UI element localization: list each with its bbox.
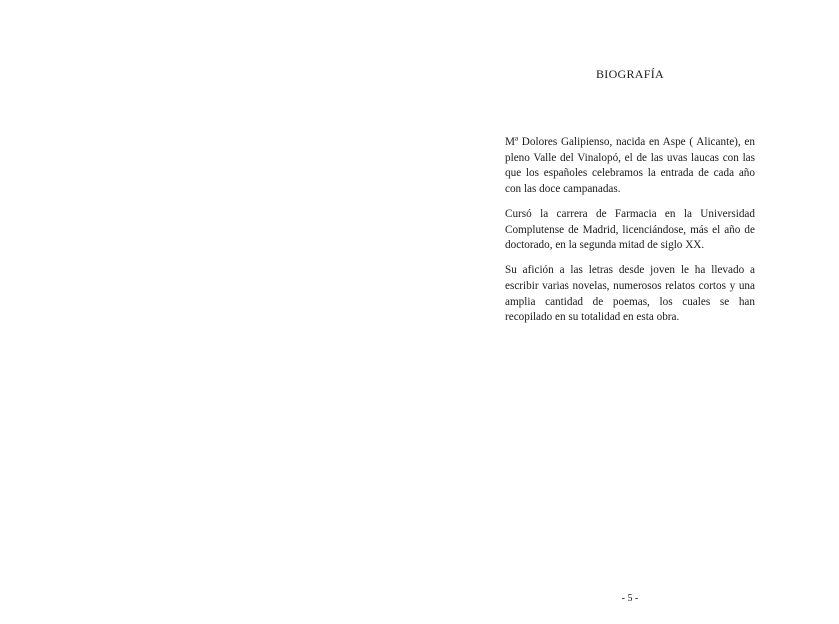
paragraph-birth: Mª Dolores Galipienso, nacida en Aspe ( Alicante), en pleno Valle del Vinalopó, el de las uvas laucas con las que los españoles celebramos la entrada de cada año con las doce campanadas. bbox=[505, 136, 755, 195]
paragraph-education: Cursó la carrera de Farmacia en la Universidad Complutense de Madrid, licenciándose, más el año de doctorado, en la segunda mitad de siglo XX. bbox=[505, 207, 755, 252]
page-number: - 5 - bbox=[621, 593, 639, 604]
paragraph-writing: Su afición a las letras desde joven le ha llevado a escribir varias novelas, numerosos relatos cortos y una amplia cantidad de poemas, los cuales se han recopilado en su totalidad en esta obra. bbox=[505, 264, 755, 324]
biography-text bbox=[505, 135, 755, 335]
page-title: BIOGRAFÍA bbox=[595, 67, 665, 81]
